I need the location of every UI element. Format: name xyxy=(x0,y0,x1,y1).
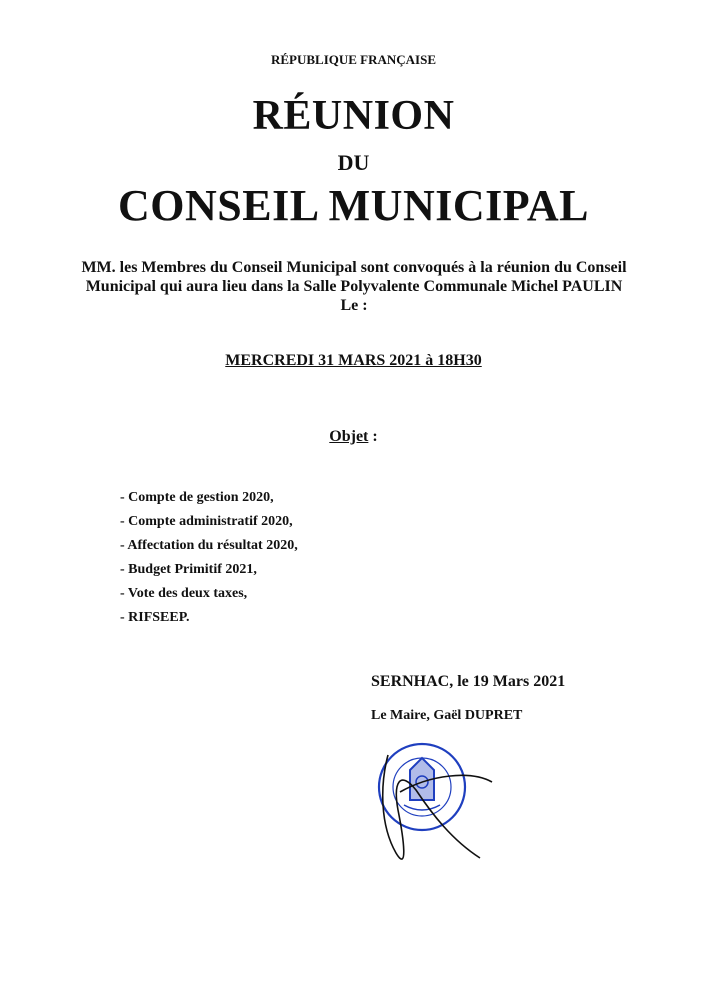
title-conseil-municipal: CONSEIL MUNICIPAL xyxy=(118,181,589,230)
meeting-date: MERCREDI 31 MARS 2021 à 18H30 xyxy=(225,352,482,369)
place-and-date: SERNHAC, le 19 Mars 2021 xyxy=(371,673,566,690)
agenda-heading xyxy=(0,428,707,446)
title-reunion: RÉUNION xyxy=(252,93,455,139)
agenda-item: - Compte de gestion 2020, xyxy=(120,490,274,505)
agenda-heading-suffix: : xyxy=(368,428,378,445)
convocation-paragraph: MM. les Membres du Conseil Municipal sont convoqués à la réunion du Conseil Municipal qui aura lieu dans la Salle Polyvalente Communale Michel PAULIN Le : xyxy=(81,259,627,314)
agenda-item: - Compte administratif 2020, xyxy=(120,514,293,529)
agenda-item: - Budget Primitif 2021, xyxy=(120,562,257,577)
agenda-item: - RIFSEEP. xyxy=(120,610,190,625)
agenda-list xyxy=(120,488,298,632)
official-stamp xyxy=(379,744,465,830)
republic-header: RÉPUBLIQUE FRANÇAISE xyxy=(270,52,437,67)
agenda-heading-label: Objet xyxy=(329,428,369,445)
agenda-item: - Affectation du résultat 2020, xyxy=(120,538,298,553)
title-connector: DU xyxy=(337,150,370,175)
mayor-name: Le Maire, Gaël DUPRET xyxy=(371,708,523,723)
agenda-item: - Vote des deux taxes, xyxy=(120,586,248,601)
mairie-stamp-and-signature xyxy=(360,730,500,880)
